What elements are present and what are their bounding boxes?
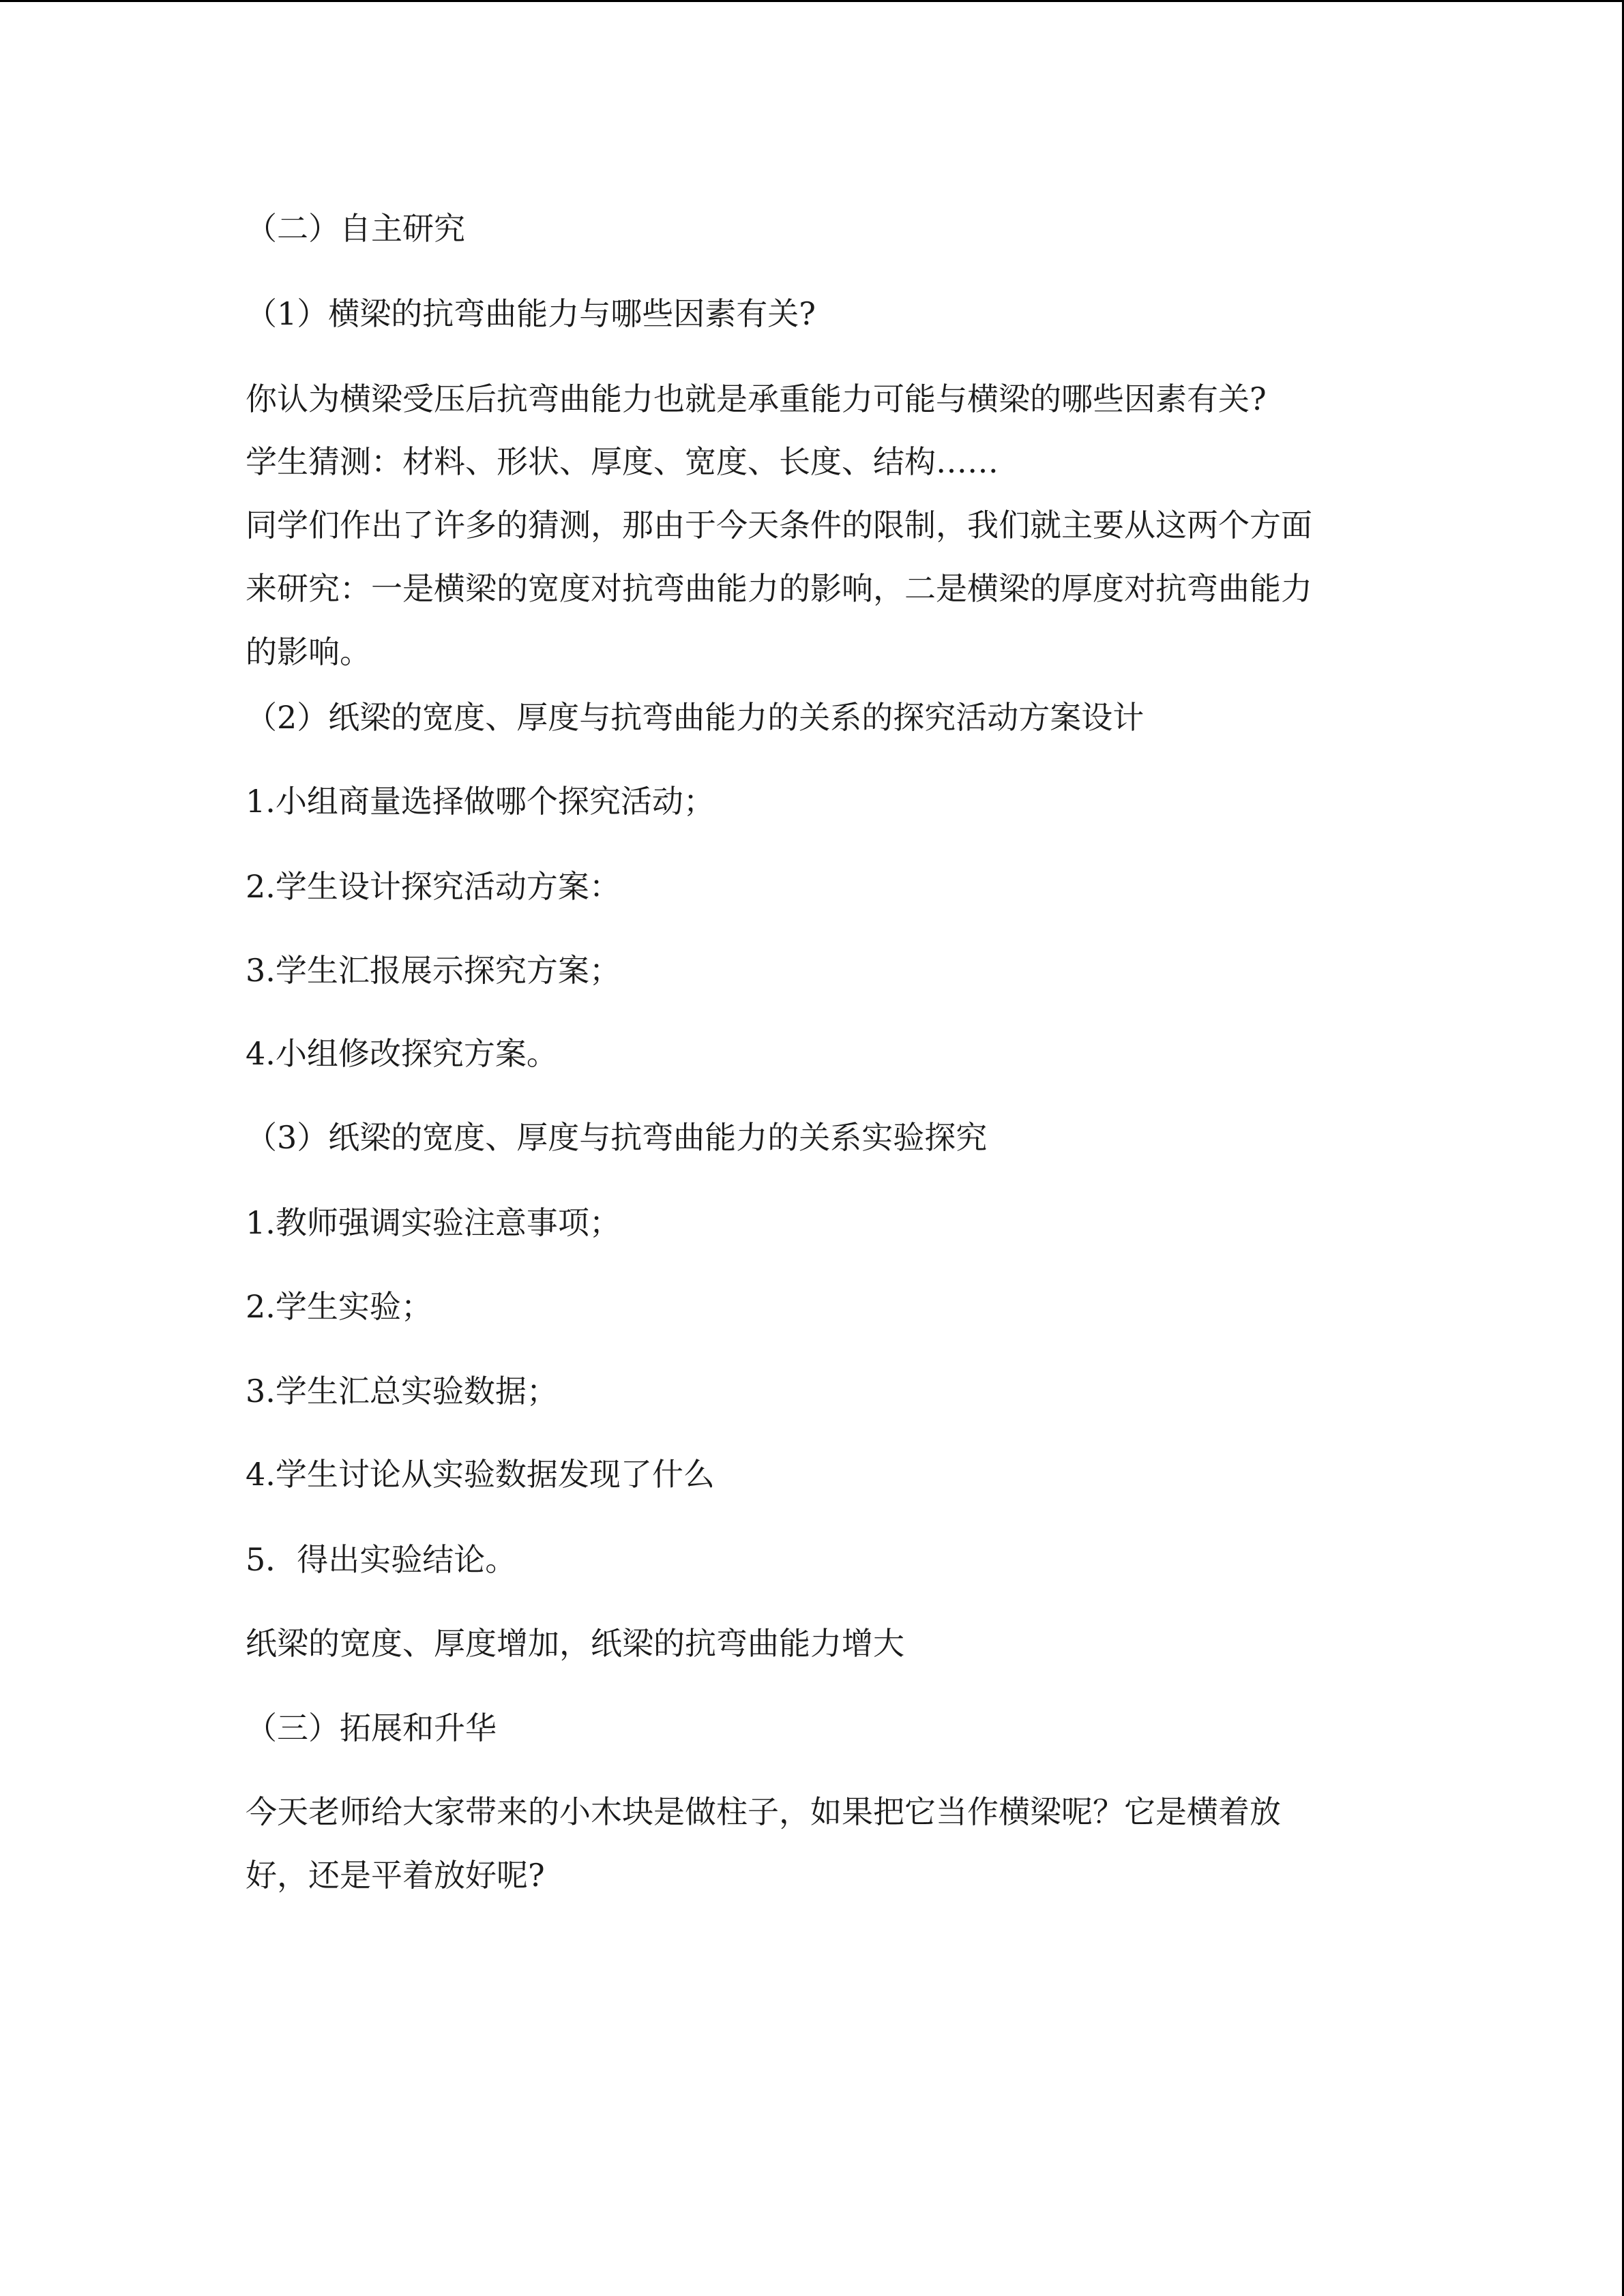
list-item-design-3: 3.学生汇报展示探究方案； [246, 952, 621, 989]
paragraph-conclusion: 纸梁的宽度、厚度增加，纸梁的抗弯曲能力增大 [246, 1625, 904, 1662]
paragraph-research-line-3: 的影响。 [246, 633, 371, 670]
section-heading-extension: （三）拓展和升华 [246, 1710, 497, 1746]
paragraph-teacher-question: 你认为横梁受压后抗弯曲能力也就是承重能力可能与横梁的哪些因素有关? [246, 381, 1267, 417]
list-item-design-2: 2.学生设计探究活动方案： [246, 868, 621, 905]
list-item-experiment-5: 5．得出实验结论。 [246, 1541, 517, 1578]
section-heading-self-study: （二）自主研究 [246, 210, 465, 247]
list-item-design-4: 4.小组修改探究方案。 [246, 1035, 558, 1072]
list-item-design-1: 1.小组商量选择做哪个探究活动； [246, 783, 715, 820]
subheading-experiment: （3）纸梁的宽度、厚度与抗弯曲能力的关系实验探究 [246, 1119, 988, 1156]
paragraph-extension-line-2: 好，还是平着放好呢? [246, 1857, 545, 1894]
list-item-experiment-4: 4.学生讨论从实验数据发现了什么 [246, 1456, 715, 1493]
list-item-experiment-3: 3.学生汇总实验数据； [246, 1373, 558, 1410]
paragraph-research-line-1: 同学们作出了许多的猜测，那由于今天条件的限制，我们就主要从这两个方面 [246, 507, 1312, 543]
subheading-factors-question: （1）横梁的抗弯曲能力与哪些因素有关? [246, 295, 816, 332]
paragraph-student-guess: 学生猜测：材料、形状、厚度、宽度、长度、结构…… [246, 443, 999, 480]
page-top-border [0, 0, 1624, 2]
list-item-experiment-2: 2.学生实验； [246, 1288, 432, 1325]
subheading-activity-design: （2）纸梁的宽度、厚度与抗弯曲能力的关系的探究活动方案设计 [246, 699, 1145, 736]
list-item-experiment-1: 1.教师强调实验注意事项； [246, 1204, 621, 1241]
paragraph-research-line-2: 来研究：一是横梁的宽度对抗弯曲能力的影响，二是横梁的厚度对抗弯曲能力 [246, 570, 1312, 607]
paragraph-extension-line-1: 今天老师给大家带来的小木块是做柱子，如果把它当作横梁呢？它是横着放 [246, 1793, 1281, 1830]
